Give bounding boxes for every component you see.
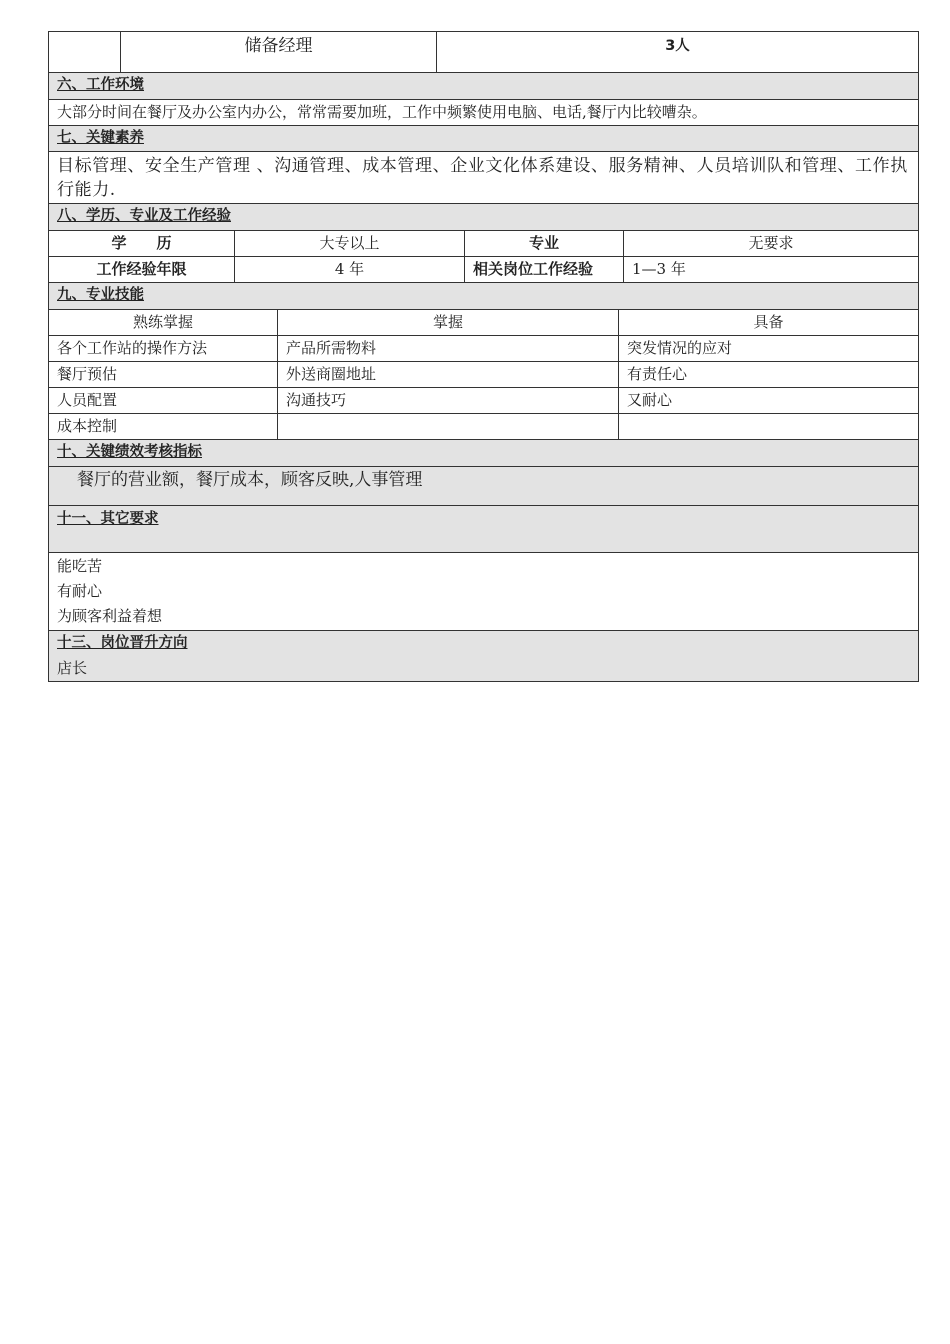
skill-cell: 有责任心 [619, 362, 919, 388]
education-label: 学 历 [49, 231, 235, 257]
skill-cell: 外送商圈地址 [278, 362, 619, 388]
section-7-title: 七、关键素养 [49, 126, 919, 152]
list-item: 能吃苦 [57, 557, 103, 575]
major-value: 无要求 [624, 231, 919, 257]
section-9-title: 九、专业技能 [49, 283, 919, 309]
skill-cell: 又耐心 [619, 388, 919, 414]
skills-header-proficient: 熟练掌握 [49, 310, 278, 336]
section-13-title: 十三、岗位晋升方向 [57, 635, 188, 651]
table-row [49, 362, 919, 388]
skill-cell [619, 414, 919, 440]
key-competencies-text: 目标管理、安全生产管理 、沟通管理、成本管理、企业文化体系建设、服务精神、人员培训队和管理、工作执行能力. [49, 152, 919, 204]
position-name: 储备经理 [121, 32, 437, 73]
kpi-text: 餐厅的营业额，餐厅成本，顾客反映,人事管理 [49, 466, 919, 505]
section-6-table [48, 73, 919, 126]
other-requirements-list [49, 553, 919, 631]
skill-cell [278, 414, 619, 440]
skill-cell: 沟通技巧 [278, 388, 619, 414]
skill-cell: 各个工作站的操作方法 [49, 336, 278, 362]
skill-cell: 突发情况的应对 [619, 336, 919, 362]
skill-cell: 成本控制 [49, 414, 278, 440]
skill-cell: 产品所需物料 [278, 336, 619, 362]
education-table [48, 231, 919, 284]
headcount: 3人 [437, 32, 919, 73]
section-8-title-table [48, 204, 919, 231]
section-11-title: 十一、其它要求 [49, 506, 919, 553]
experience-years-value: 4 年 [235, 257, 465, 283]
section-8-title: 八、学历、专业及工作经验 [49, 204, 919, 230]
job-description-sheet [48, 31, 919, 682]
section-9-title-table [48, 283, 919, 310]
section-7-table [48, 126, 919, 205]
skills-table [48, 310, 919, 441]
section-10-table [48, 440, 919, 506]
list-item: 有耐心 [57, 582, 103, 600]
section-10-title: 十、关键绩效考核指标 [49, 440, 919, 466]
related-experience-label: 相关岗位工作经验 [465, 257, 624, 283]
section-13-table [48, 631, 919, 681]
list-item: 为顾客利益着想 [57, 607, 163, 625]
position-row-table [48, 31, 919, 73]
section-11-table [48, 506, 919, 632]
skills-header-master: 掌握 [278, 310, 619, 336]
section-6-title: 六、工作环境 [49, 73, 919, 99]
bottom-border [48, 681, 919, 682]
skills-header-possess: 具备 [619, 310, 919, 336]
major-label: 专业 [465, 231, 624, 257]
education-value: 大专以上 [235, 231, 465, 257]
skill-cell: 餐厅预估 [49, 362, 278, 388]
promotion-text: 店长 [49, 656, 918, 681]
table-row [49, 336, 919, 362]
blank-cell [49, 32, 121, 73]
table-row [49, 388, 919, 414]
work-environment-text: 大部分时间在餐厅及办公室内办公，常常需要加班，工作中频繁使用电脑、电话,餐厅内比较嘈杂。 [49, 99, 919, 125]
table-row [49, 414, 919, 440]
related-experience-value: 1—3 年 [624, 257, 919, 283]
section-13-title-wrap [49, 631, 919, 681]
experience-years-label: 工作经验年限 [49, 257, 235, 283]
skill-cell: 人员配置 [49, 388, 278, 414]
